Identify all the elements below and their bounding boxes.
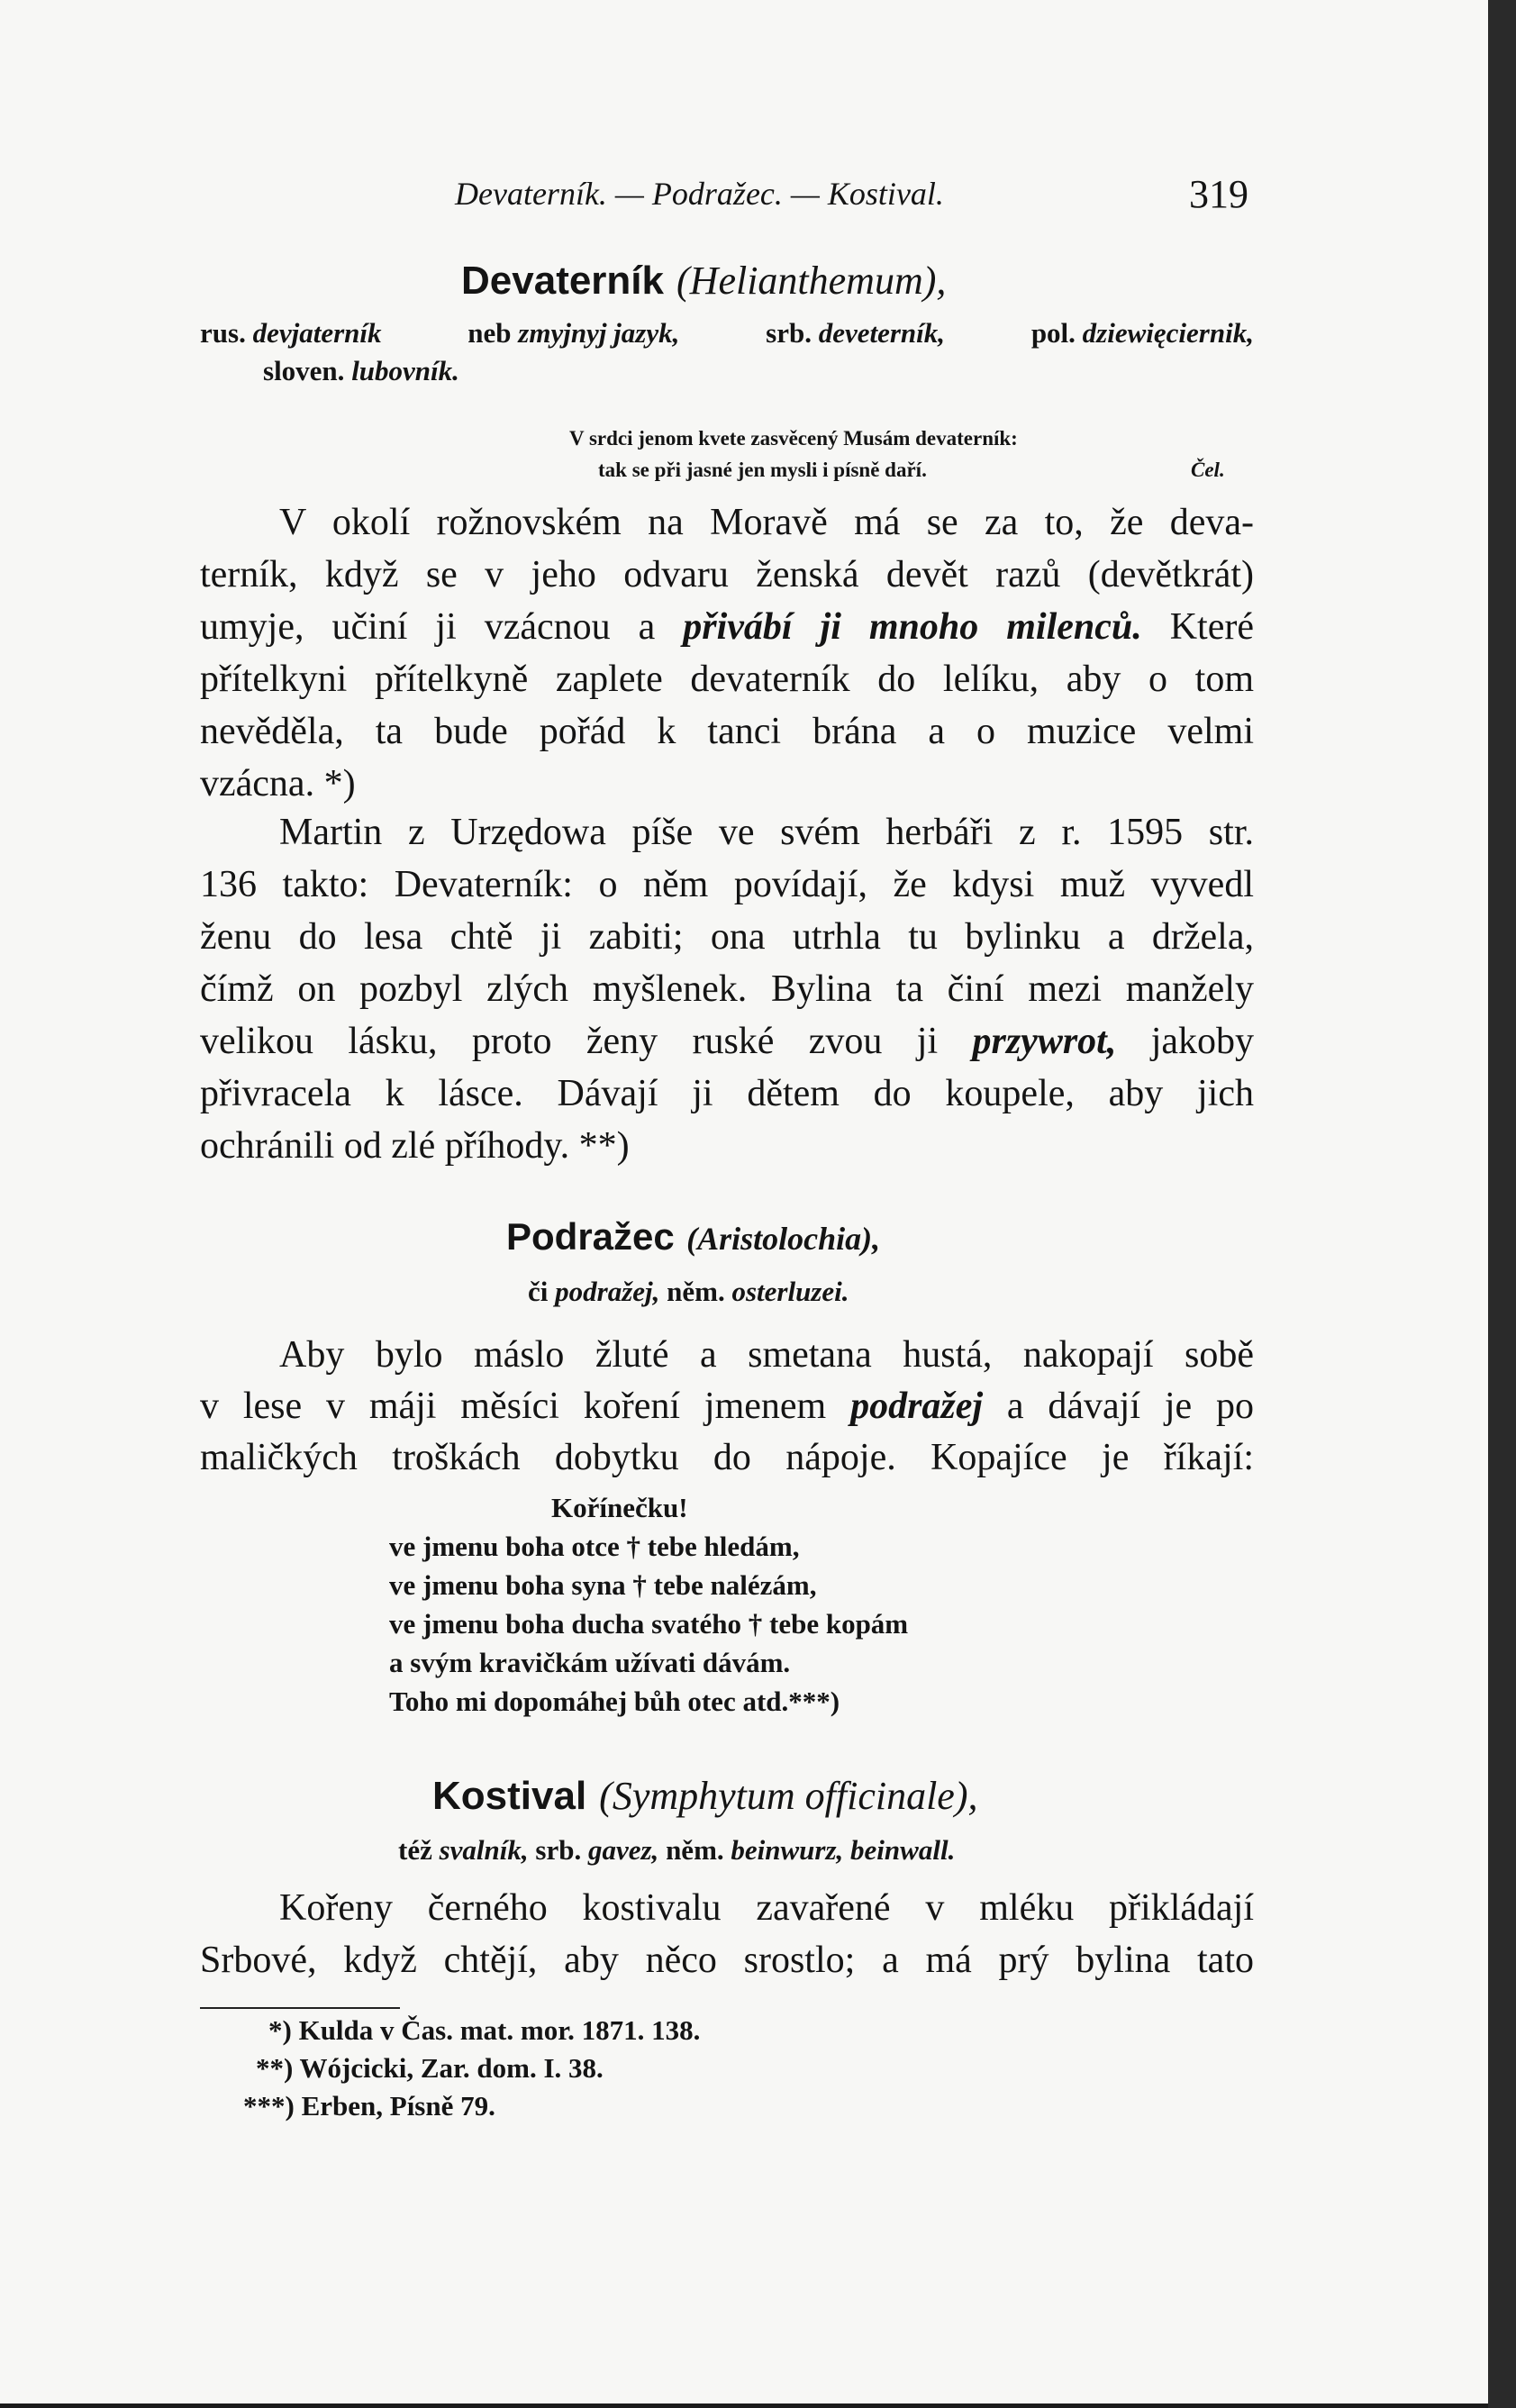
kostival-title: Kostival <box>432 1774 587 1818</box>
page-edge <box>1488 0 1516 2408</box>
text-line: v lese v máji měsíci koření jmenem podražej a dávají je po <box>200 1386 1254 1427</box>
verse-line: a svým kravičkám užívati dávám. <box>389 1647 791 1678</box>
text-line: Martin z Urzędowa píše ve svém herbáři z r. 1595 str. <box>279 812 1254 853</box>
page-number: 319 <box>1189 172 1248 216</box>
text-line: ženu do lesa chtě ji zabiti; ona utrhla tu bylinku a držela, <box>200 916 1254 958</box>
motto-source: Čel. <box>1191 459 1225 481</box>
text-line: V okolí rožnovském na Moravě má se za to, že deva- <box>279 502 1254 543</box>
heading-kostival <box>432 1773 978 1819</box>
text-line: maličkých troškách dobytku do nápoje. Kopajíce je říkají: <box>200 1437 1254 1478</box>
heading-podrazec <box>506 1214 880 1259</box>
podrazec-subtitle: či podražej, něm. osterluzei. <box>528 1276 849 1307</box>
text-line: vzácna. *) <box>200 763 356 804</box>
footnote-mark: **) <box>256 2052 300 2084</box>
text-line: Srbové, když chtějí, aby něco srostlo; a má prý bylina tato <box>200 1940 1254 1981</box>
footnote-text: Kulda v Čas. mat. mor. 1871. 138. <box>298 2014 701 2046</box>
verse-line: ve jmenu boha otce † tebe hledám, <box>389 1531 800 1562</box>
motto-line-1: V srdci jenom kvete zasvěcený Musám devaterník: <box>569 427 1018 450</box>
footnote-text: Erben, Písně 79. <box>301 2090 495 2122</box>
devaternik-latin: (Helianthemum), <box>676 259 947 303</box>
verse-line: Kořínečku! <box>551 1492 688 1523</box>
podrazec-latin: (Aristolochia), <box>686 1221 881 1257</box>
text-line: přítelkyni přítelkyně zaplete devaterník do lelíku, aby o tom <box>200 659 1254 700</box>
text-line: velikou lásku, proto ženy ruské zvou ji przywrot, jakoby <box>200 1021 1255 1062</box>
text-line: Kořeny černého kostivalu zavařené v mléku přikládají <box>279 1887 1254 1929</box>
heading-devaternik <box>461 258 946 304</box>
motto-line-2: tak se při jasné jen mysli i písně daří. <box>598 459 927 481</box>
footnote-mark: *) <box>268 2014 299 2046</box>
footnote <box>243 2090 495 2122</box>
text-line: ochránili od zlé příhody. **) <box>200 1125 630 1167</box>
text-line: terník, když se v jeho odvaru ženská devět razů (devětkrát) <box>200 554 1254 595</box>
podrazec-title: Podražec <box>506 1215 675 1258</box>
kostival-subtitle: též svalník, srb. gavez, něm. beinwurz, beinwall. <box>398 1834 956 1866</box>
text-line: přivracela k lásce. Dávají ji dětem do koupele, aby jich <box>200 1073 1254 1114</box>
footnote-text: Wójcicki, Zar. dom. I. 38. <box>299 2052 604 2084</box>
footnote-rule <box>200 2007 400 2009</box>
devaternik-synonyms-1: rus. devjaterník neb zmyjnyj jazyk, srb. deveterník, pol. dziewięciernik, <box>200 317 1254 349</box>
devaternik-synonyms-2: sloven. lubovník. <box>263 355 459 386</box>
text-line: 136 takto: Devaterník: o něm povídají, že kdysi muž vyvedl <box>200 864 1254 905</box>
verse-line: ve jmenu boha syna † tebe nalézám, <box>389 1569 817 1601</box>
kostival-latin: (Symphytum officinale), <box>599 1774 978 1818</box>
running-head: Devaterník. — Podražec. — Kostival. <box>455 176 944 212</box>
footnote <box>268 2014 700 2047</box>
devaternik-title: Devaterník <box>461 259 665 303</box>
text-line: čímž on pozbyl zlých myšlenek. Bylina ta činí mezi manžely <box>200 968 1254 1010</box>
footnote <box>256 2052 604 2085</box>
text-line: umyje, učiní ji vzácnou a přivábí ji mnoho milenců. Které <box>200 606 1254 648</box>
verse-line: ve jmenu boha ducha svatého † tebe kopám <box>389 1608 909 1640</box>
text-line: nevěděla, ta bude pořád k tanci brána a o muzice velmi <box>200 711 1254 752</box>
text-line: Aby bylo máslo žluté a smetana hustá, nakopají sobě <box>279 1334 1254 1376</box>
verse-line: Toho mi dopomáhej bůh otec atd.***) <box>389 1686 840 1717</box>
footnote-mark: ***) <box>243 2090 302 2122</box>
